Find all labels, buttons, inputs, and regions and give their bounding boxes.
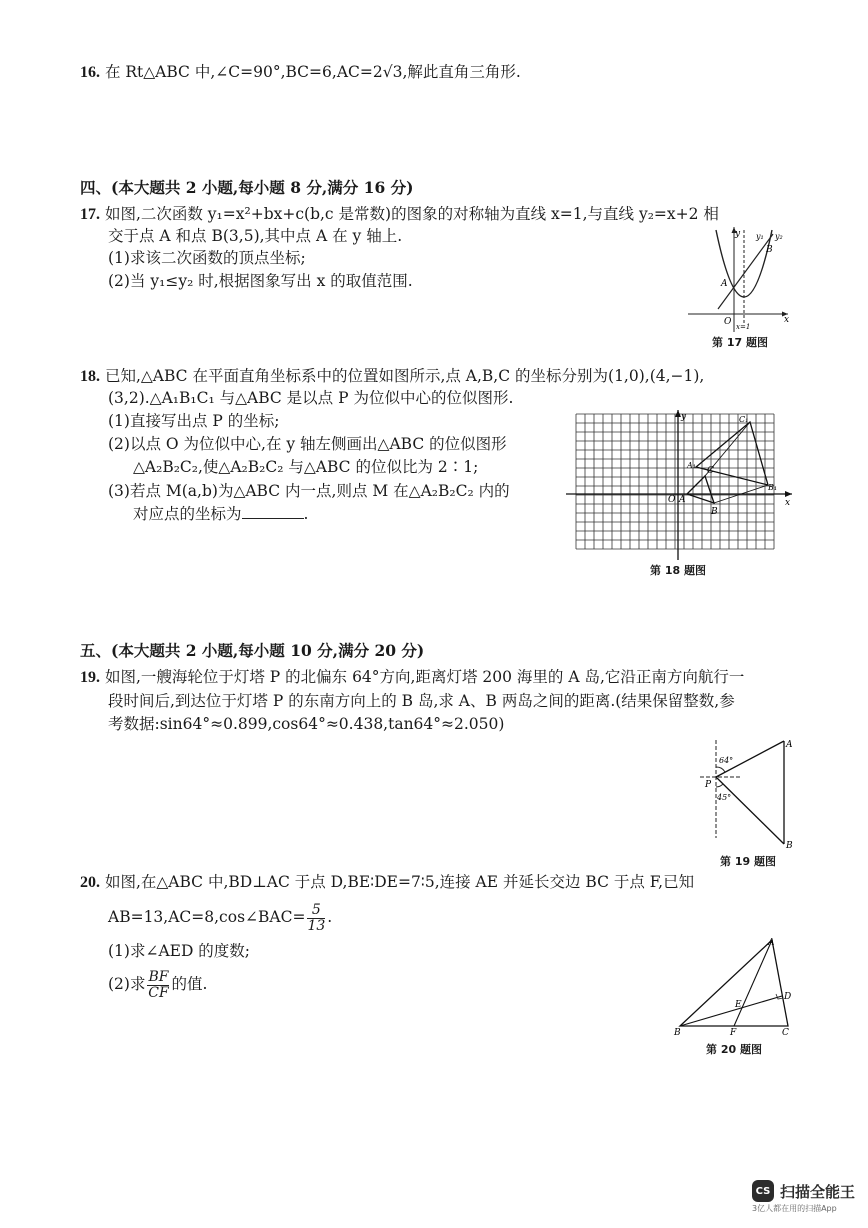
question-18-part2b: △A₂B₂C₂,使△A₂B₂C₂ 与△ABC 的位似比为 2∶1; [133, 458, 479, 476]
watermark-name: 扫描全能王 [780, 1182, 856, 1201]
fig-label-y: y [681, 412, 687, 422]
fig-label-B: B [674, 1028, 681, 1038]
fig-label-A1: A₁ [687, 461, 696, 470]
question-18-part2a: (2)以点 O 为位似中心,在 y 轴左侧画出△ABC 的位似图形 [108, 435, 507, 453]
question-18-part1: (1)直接写出点 P 的坐标; [108, 412, 280, 430]
camscanner-logo-icon: CS [752, 1180, 774, 1202]
period: . [327, 908, 333, 926]
fig-label-B1: B₁ [768, 483, 778, 492]
question-18-part3a: (3)若点 M(a,b)为△ABC 内一点,则点 M 在△A₂B₂C₂ 内的 [108, 482, 510, 500]
fig-label-F: F [730, 1028, 737, 1038]
figure-19-caption: 第 19 题图 [720, 855, 776, 868]
answer-prompt: 对应点的坐标为 [133, 505, 242, 523]
fig-label-C1: C₁ [739, 415, 749, 424]
question-number: 19. [80, 669, 100, 686]
question-20-part1: (1)求∠AED 的度数; [108, 942, 251, 960]
question-20-line1 [80, 871, 694, 894]
fig-label-E: E [735, 1000, 742, 1010]
fig-label-B: B [786, 841, 793, 851]
question-20-line2 [108, 901, 332, 934]
answer-period: . [303, 505, 309, 523]
fig-label-P: P [705, 780, 712, 790]
fig-label-O: O [724, 317, 732, 327]
question-19-line1 [80, 666, 744, 689]
fig-label-angle45: 45° [717, 793, 732, 802]
question-17-line1 [80, 203, 719, 226]
question-text: 如图,在△ABC 中,BD⊥AC 于点 D,BE∶DE=7∶5,连接 AE 并延长交边 BC 于点 F,已知 [104, 873, 695, 891]
figure-20 [670, 932, 798, 1040]
part2-suffix: 的值. [171, 975, 208, 993]
figure-17-caption: 第 17 题图 [712, 336, 768, 349]
fig-label-x: x [784, 315, 790, 325]
fig-label-C: C [707, 466, 714, 476]
fig-label-y: y [735, 229, 741, 239]
fig-label-A: A [721, 279, 728, 289]
question-text: 已知,△ABC 在平面直角坐标系中的位置如图所示,点 A,B,C 的坐标分别为(1,0),(4,−1), [104, 367, 705, 385]
cos-numerator: 5 [307, 903, 325, 919]
watermark-subtitle: 3亿人都在用的扫描App [752, 1204, 837, 1213]
fig-label-B: B [711, 507, 718, 517]
question-text: 如图,二次函数 y₁=x²+bx+c(b,c 是常数)的图象的对称轴为直线 x=1,与直线 y₂=x+2 相 [104, 205, 719, 223]
question-18-part3b [133, 503, 308, 525]
question-16 [80, 61, 521, 84]
question-19-line2: 段时间后,到达位于灯塔 P 的东南方向上的 B 岛,求 A、B 两岛之间的距离.(结果保留整数,参 [108, 692, 735, 710]
fig-label-A: A [768, 938, 775, 948]
figure-18 [566, 410, 794, 560]
scanner-watermark [752, 1180, 855, 1214]
question-text: 在 Rt△ABC 中,∠C=90°,BC=6,AC=2√3,解此直角三角形. [104, 63, 521, 81]
question-text: 如图,一艘海轮位于灯塔 P 的北偏东 64°方向,距离灯塔 200 海里的 A 岛,它沿正南方向航行一 [104, 668, 745, 686]
question-20-part2 [108, 968, 207, 1001]
fig-label-x: x [785, 498, 791, 508]
fig-label-B: B [766, 245, 773, 255]
question-number: 20. [80, 874, 100, 891]
section-heading-5: 五、(本大题共 2 小题,每小题 10 分,满分 20 分) [80, 641, 425, 660]
figure-18-caption: 第 18 题图 [650, 564, 706, 577]
cos-denominator: 13 [307, 917, 326, 934]
fig-label-y1: y₁ [756, 232, 764, 241]
figure-17 [680, 224, 795, 334]
cos-fraction [307, 903, 325, 934]
fig-label-A: A [679, 495, 686, 505]
fig-label-y2: y₂ [775, 232, 783, 241]
ratio-numerator: BF [148, 968, 169, 985]
fig-label-x1: x=1 [736, 323, 751, 331]
question-18-line2: (3,2).△A₁B₁C₁ 与△ABC 是以点 P 为位似中心的位似图形. [108, 389, 514, 407]
fig-label-O: O [668, 495, 676, 505]
question-17-line2: 交于点 A 和点 B(3,5),其中点 A 在 y 轴上. [108, 227, 403, 245]
given-values: AB=13,AC=8,cos∠BAC= [108, 908, 306, 926]
question-19-line3: 考数据:sin64°≈0.899,cos64°≈0.438,tan64°≈2.050) [108, 715, 505, 733]
question-17-part2: (2)当 y₁≤y₂ 时,根据图象写出 x 的取值范围. [108, 272, 413, 290]
fig-label-D: D [784, 992, 792, 1002]
question-number: 16. [80, 64, 100, 81]
part2-prefix: (2)求 [108, 975, 146, 993]
question-18-line1 [80, 365, 704, 388]
fig-label-A: A [786, 740, 793, 750]
ratio-denominator: CF [148, 984, 169, 1001]
question-number: 17. [80, 206, 100, 223]
section-heading-4: 四、(本大题共 2 小题,每小题 8 分,满分 16 分) [80, 178, 414, 197]
ratio-fraction [147, 970, 169, 1001]
fig-label-C: C [782, 1028, 789, 1038]
question-17-part1: (1)求该二次函数的顶点坐标; [108, 249, 306, 267]
answer-blank [242, 504, 304, 519]
question-number: 18. [80, 368, 100, 385]
fig-label-angle64: 64° [719, 756, 734, 765]
figure-20-caption: 第 20 题图 [706, 1043, 762, 1056]
figure-19 [700, 734, 798, 852]
